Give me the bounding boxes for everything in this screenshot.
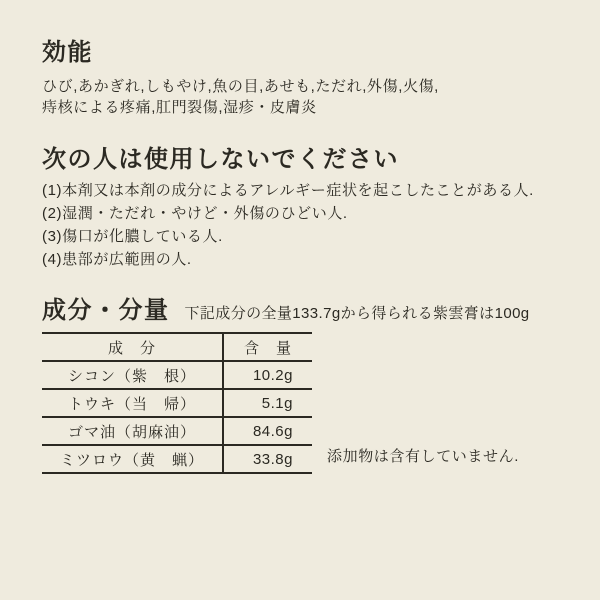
section-contraindications: [42, 148, 580, 271]
ingredient-amount: 84.6g: [223, 417, 312, 445]
contraindication-item-4: (4)患部が広範囲の人.: [42, 251, 192, 268]
efficacy-text-line-2: 痔核による疼痛,肛門裂傷,湿疹・皮膚炎: [42, 99, 317, 116]
ingredient-name: シコン（紫 根）: [42, 361, 223, 389]
contraindications-list: [42, 179, 580, 271]
section-ingredients: [42, 299, 580, 474]
ingredient-amount: 33.8g: [223, 445, 312, 473]
contraindication-item-1: (1)本剤又は本剤の成分によるアレルギー症状を起こしたことがある人.: [42, 182, 534, 199]
ingredients-title: 成分・分量: [42, 298, 170, 324]
ingredient-amount: 10.2g: [223, 361, 312, 389]
table-row: [42, 389, 312, 417]
ingredient-name: ゴマ油（胡麻油）: [42, 417, 223, 445]
ingredients-subtitle: 下記成分の全量133.7gから得られる紫雲膏は100g: [184, 305, 530, 322]
contraindications-title: 次の人は使用しないでください: [42, 147, 399, 173]
amount-column-header: 含 量: [223, 333, 312, 361]
ingredients-heading-row: [42, 299, 580, 323]
table-row: [42, 417, 312, 445]
ingredients-table-area: [42, 332, 580, 474]
table-row: [42, 445, 312, 473]
contraindication-item-3: (3)傷口が化膿している人.: [42, 228, 223, 245]
ingredient-name: トウキ（当 帰）: [42, 389, 223, 417]
ingredient-column-header: 成 分: [42, 333, 223, 361]
efficacy-title: 効能: [42, 40, 93, 66]
table-row: [42, 361, 312, 389]
efficacy-text-line-1: ひび,あかぎれ,しもやけ,魚の目,あせも,ただれ,外傷,火傷,: [42, 78, 439, 95]
ingredient-name: ミツロウ（黄 蝋）: [42, 445, 223, 473]
ingredient-amount: 5.1g: [223, 389, 312, 417]
table-header-row: [42, 333, 312, 361]
ingredients-table: [42, 332, 312, 474]
contraindication-item-2: (2)湿潤・ただれ・やけど・外傷のひどい人.: [42, 205, 348, 222]
section-efficacy: [42, 41, 580, 118]
additives-note: 添加物は含有していません.: [327, 448, 519, 465]
